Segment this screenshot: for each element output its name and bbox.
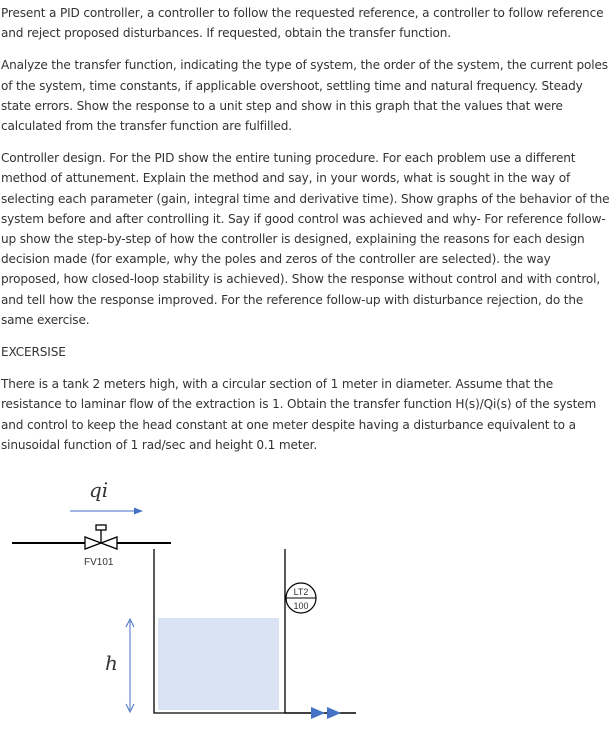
exercise-heading: EXCERSISE (1, 345, 66, 360)
outflow-arrow-2 (327, 707, 341, 719)
valve-tag: FV101 (84, 557, 114, 568)
problem-statement (1, 3, 611, 467)
analysis-paragraph: Analyze the transfer function, indicating the type of system, the order of the system, the current poles of the system, time constants, if applicable overshoot, settling time and natural frequency. Steady state errors. Show the response to a unit step and show in this graph that the values that were calculated from the transfer function are fulfilled. (1, 58, 608, 134)
transmitter-letters: LT2 (293, 587, 309, 597)
outflow-arrow-1 (311, 707, 325, 719)
outlet-pipe (285, 707, 356, 719)
transmitter-number: 100 (293, 601, 309, 611)
height-dimension (126, 619, 134, 712)
inflow-label: qi (89, 478, 109, 502)
tank-diagram (0, 470, 615, 736)
inflow-arrow (70, 508, 143, 515)
intro-paragraph: Present a PID controller, a controller to follow the requested reference, a controller to follow reference and reject proposed disturbances. If requested, obtain the transfer function. (1, 6, 604, 41)
control-valve (85, 525, 117, 549)
exercise-paragraph: There is a tank 2 meters high, with a circular section of 1 meter in diameter. Assume that the resistance to laminar flow of the extraction is 1. Obtain the transfer function H(s)/Qi(s) of the system and control to keep the head constant at one meter despite having a disturbance equivalent to a sinusoidal function of 1 rad/sec and height 0.1 meter. (1, 377, 597, 452)
water-level (158, 618, 279, 710)
design-paragraph: Controller design. For the PID show the entire tuning procedure. For each problem use a different method of attunement. Explain the method and say, in your words, what is sought in the way of selecting each parameter (gain, integral time and derivative time). Show graphs of the behavior of the system before and after controlling it. Say if good control was achieved and why- For reference follow-up show the step-by-step of how the controller is designed, explaining the reasons for each design decision made (for example, why the poles and zeros of the controller are selected). the way proposed, how closed-loop stability is achieved). Show the response without control and with control, and tell how the response improved. For the reference follow-up with disturbance rejection, do the same exercise. (1, 151, 610, 327)
tank (154, 549, 285, 713)
level-variable: h (105, 651, 118, 675)
